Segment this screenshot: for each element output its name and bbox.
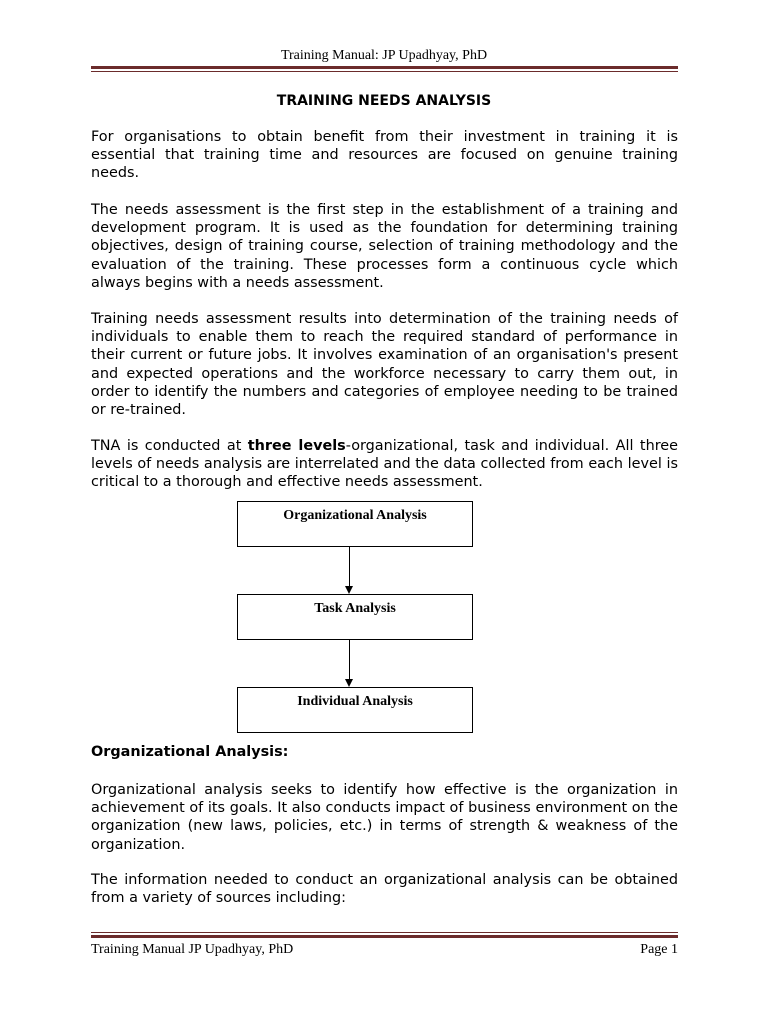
paragraph-intro: For organisations to obtain benefit from their investment in training it is essential that training time and resources are focused on genuine training needs. (91, 129, 678, 182)
paragraph-organizational-analysis: Organizational analysis seeks to identify how effective is the organization in achievement of its goals. It also conducts impact of business environment on the organization (new laws, policies, etc.) in terms of strength & weakness of the organization. (91, 782, 678, 853)
three-levels-pre: TNA is conducted at (91, 438, 248, 454)
footer-rule-thin (91, 932, 678, 933)
header-rule-thin (91, 71, 678, 72)
page-number: Page 1 (640, 942, 678, 957)
flow-connector-1 (349, 547, 350, 587)
flow-box-organizational: Organizational Analysis (237, 501, 473, 547)
flow-box-individual: Individual Analysis (237, 687, 473, 733)
section-heading-organizational-analysis: Organizational Analysis: (91, 744, 289, 760)
flow-connector-2 (349, 640, 350, 680)
paragraph-tna-results: Training needs assessment results into determination of the training needs of individuals to enable them to reach the required standard of performance in their current or future jobs. It involves examination of an organisation's present and expected operations and the workforce necessary to carry them out, in order to identify the numbers and categories of employee needing to be trained or re-trained. (91, 311, 678, 419)
paragraph-three-levels (91, 437, 678, 492)
document-title: TRAINING NEEDS ANALYSIS (276, 93, 492, 109)
footer-rule-thick (91, 935, 678, 938)
three-levels-bold: three levels (247, 438, 346, 454)
header-rule-thick (91, 66, 678, 69)
footer-title: Training Manual JP Upadhyay, PhD (91, 942, 294, 957)
paragraph-needs-assessment: The needs assessment is the first step in the establishment of a training and development program. It is used as the foundation for determining training objectives, design of training course, selection of training methodology and the evaluation of the training. These processes form a continuous cycle which always begins with a needs assessment. (91, 202, 678, 291)
flow-arrow-2 (345, 679, 353, 687)
three-levels-post: -organizational, task and individual. All three levels of needs analysis are interrelated and the data collected from each level is critical to a thorough and effective needs assessment. (91, 438, 678, 491)
header-title: Training Manual: JP Upadhyay, PhD (280, 48, 488, 63)
paragraph-information-sources: The information needed to conduct an organizational analysis can be obtained from a variety of sources including: (91, 872, 678, 907)
flow-box-task: Task Analysis (237, 594, 473, 640)
flow-arrow-1 (345, 586, 353, 594)
